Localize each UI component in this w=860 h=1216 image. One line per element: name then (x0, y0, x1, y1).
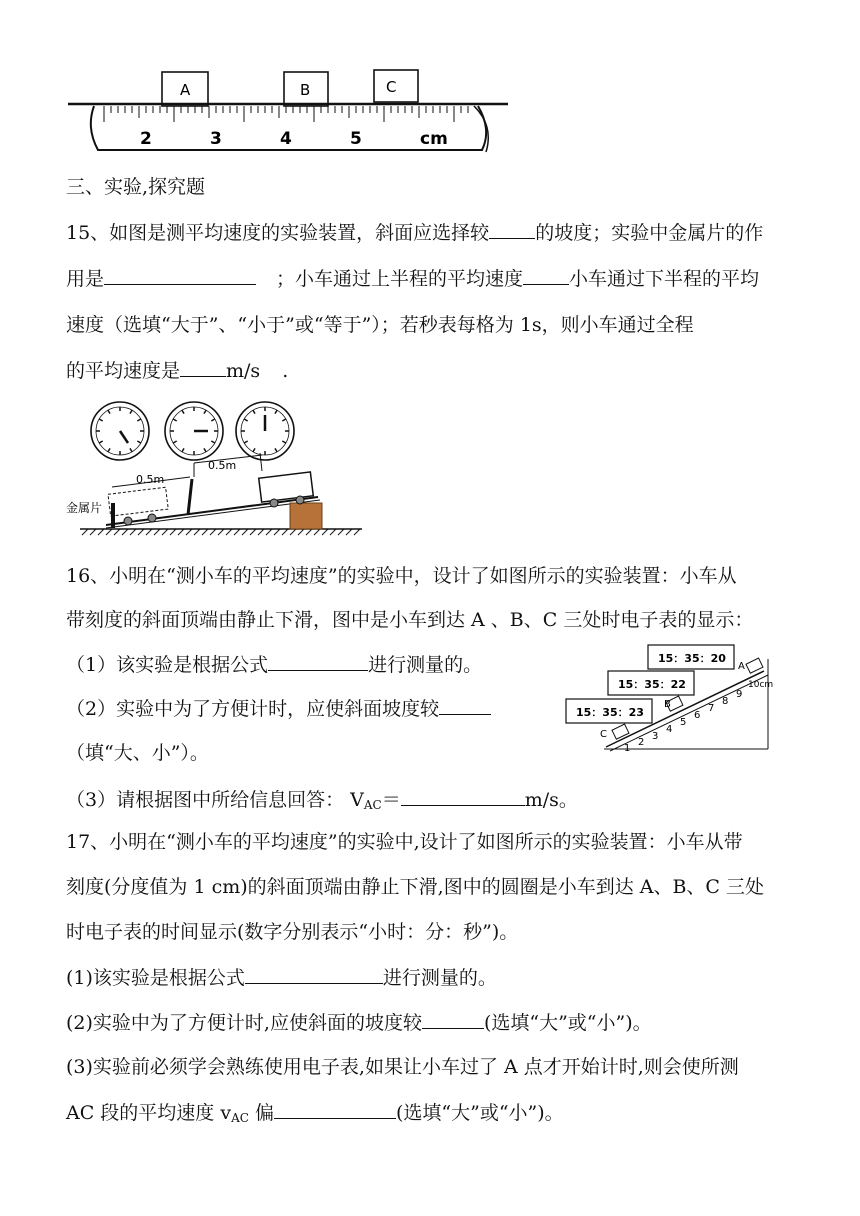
q15-blank-compare[interactable] (523, 266, 569, 285)
q17-text: (1)该实验是根据公式 (66, 967, 245, 989)
q17-text: AC 段的平均速度 v (66, 1102, 232, 1124)
q17-line4 (66, 965, 497, 990)
ruler-tick-2: 2 (140, 129, 152, 149)
q17-sub: AC (231, 1111, 249, 1125)
ruler-tick-5: 5 (350, 129, 362, 149)
q16-text: ＝ (381, 789, 401, 811)
q15-figure (66, 397, 366, 537)
q17-line6: (3)实验前必须学会熟练使用电子表,如果让小车过了 A 点才开始计时,则会使所测 (66, 1056, 739, 1078)
q16-text: m/s。 (524, 789, 578, 811)
ruler-figure (64, 66, 514, 158)
scale-9: 9 (736, 689, 743, 700)
q15-text: 用是 (66, 268, 105, 290)
q17-text: (2)实验中为了方便计时,应使斜面的坡度较 (66, 1012, 422, 1034)
q15-text: 小车通过下半程的平均 (569, 268, 760, 290)
q15-dot: . (282, 360, 289, 382)
q17-line5 (66, 1010, 652, 1035)
q16-line5: （填“大、小”）。 (66, 742, 209, 764)
scale-3: 3 (652, 731, 659, 742)
q17-line2: 刻度(分度值为 1 cm)的斜面顶端由静止下滑,图中的圆圈是小车到达 A、B、C 三处 (66, 876, 764, 898)
q16-text: 进行测量的。 (368, 654, 483, 676)
ruler-ticks (104, 106, 468, 122)
q17-line3: 时电子表的时间显示(数字分别表示“小时：分：秒”)。 (66, 921, 519, 943)
scale-7: 7 (708, 703, 715, 714)
wood-block (290, 503, 322, 529)
block-c-label: C (386, 78, 397, 96)
q15-blank-speed[interactable] (180, 358, 226, 377)
scale-1: 1 (624, 743, 631, 754)
q16-sub: AC (363, 798, 382, 812)
q16-line3 (66, 652, 482, 677)
scale-4: 4 (666, 724, 673, 735)
point-a: A (738, 661, 745, 672)
q15-blank-slope[interactable] (489, 220, 535, 239)
q17-blank-formula[interactable] (245, 965, 383, 984)
q15-text: 的平均速度是 (66, 360, 181, 382)
q16-line1: 16、小明在“测小车的平均速度”的实验中，设计了如图所示的实验装置：小车从 (66, 565, 737, 587)
section-title: 三、实验,探究题 (66, 176, 206, 198)
q16-text: （2）实验中为了方便计时，应使斜面坡度较 (66, 698, 440, 720)
scale-10: 10cm (748, 680, 774, 690)
metal-label: 金属片 (66, 501, 103, 515)
q16-text: （3）请根据图中所给信息回答： V (66, 789, 364, 811)
q15-line2 (66, 266, 759, 291)
q15-text: ；小车通过上半程的平均速度 (276, 268, 524, 290)
q15-text: 15、如图是测平均速度的实验装置，斜面应选择较 (66, 222, 490, 244)
q17-text: (选填“大”或“小”)。 (395, 1102, 564, 1124)
q16-figure (564, 643, 788, 755)
stopwatch-icon (91, 402, 149, 460)
q15-line1 (66, 220, 763, 245)
timer-c-text: 15：35：23 (576, 706, 644, 719)
q15-unit: m/s (226, 360, 261, 382)
timer-a-text: 15：35：20 (658, 652, 726, 665)
mid-marker (188, 479, 192, 515)
q15-line4 (66, 358, 288, 383)
q17-line1: 17、小明在“测小车的平均速度”的实验中,设计了如图所示的实验装置：小车从带 (66, 831, 743, 853)
q16-text: （1）该实验是根据公式 (66, 654, 269, 676)
scale-6: 6 (694, 710, 701, 721)
scale-5: 5 (680, 717, 687, 728)
q17-text: 进行测量的。 (382, 967, 497, 989)
q16-blank-slope[interactable] (439, 696, 491, 715)
timer-b-text: 15：35：22 (618, 678, 686, 691)
block-b-label: B (300, 81, 311, 99)
q15-text: 的坡度；实验中金属片的作 (535, 222, 764, 244)
cart (259, 472, 314, 502)
q16-line4 (66, 696, 491, 721)
point-b: B (664, 699, 671, 710)
q16-blank-vac[interactable] (401, 787, 525, 806)
point-c: C (600, 729, 607, 740)
scale-2: 2 (638, 737, 645, 748)
q15-line3: 速度（选填“大于”、“小于”或“等于”）；若秒表每格为 1s，则小车通过全程 (66, 314, 694, 336)
ruler-tick-4: 4 (280, 129, 292, 149)
q17-blank-vac[interactable] (274, 1100, 396, 1119)
stopwatch-icon (165, 402, 223, 460)
ruler-tick-3: 3 (210, 129, 222, 149)
q17-text: (选填“大”或“小”)。 (483, 1012, 652, 1034)
ruler-unit: cm (420, 129, 448, 149)
distance-label-1: 0.5m (136, 473, 165, 486)
scale-8: 8 (722, 696, 729, 707)
q16-line6 (66, 787, 578, 817)
q16-line2: 带刻度的斜面顶端由静止下滑，图中是小车到达 A 、B、C 三处时电子表的显示： (66, 609, 754, 631)
q15-blank-metal[interactable] (104, 266, 256, 285)
q17-line7 (66, 1100, 564, 1130)
block-a-label: A (180, 81, 191, 99)
q17-text: 偏 (248, 1102, 274, 1124)
q16-blank-formula[interactable] (268, 652, 368, 671)
distance-label-2: 0.5m (208, 459, 237, 472)
dashed-cart (108, 487, 168, 516)
q17-blank-slope[interactable] (422, 1010, 484, 1029)
stopwatch-icon (236, 402, 294, 460)
